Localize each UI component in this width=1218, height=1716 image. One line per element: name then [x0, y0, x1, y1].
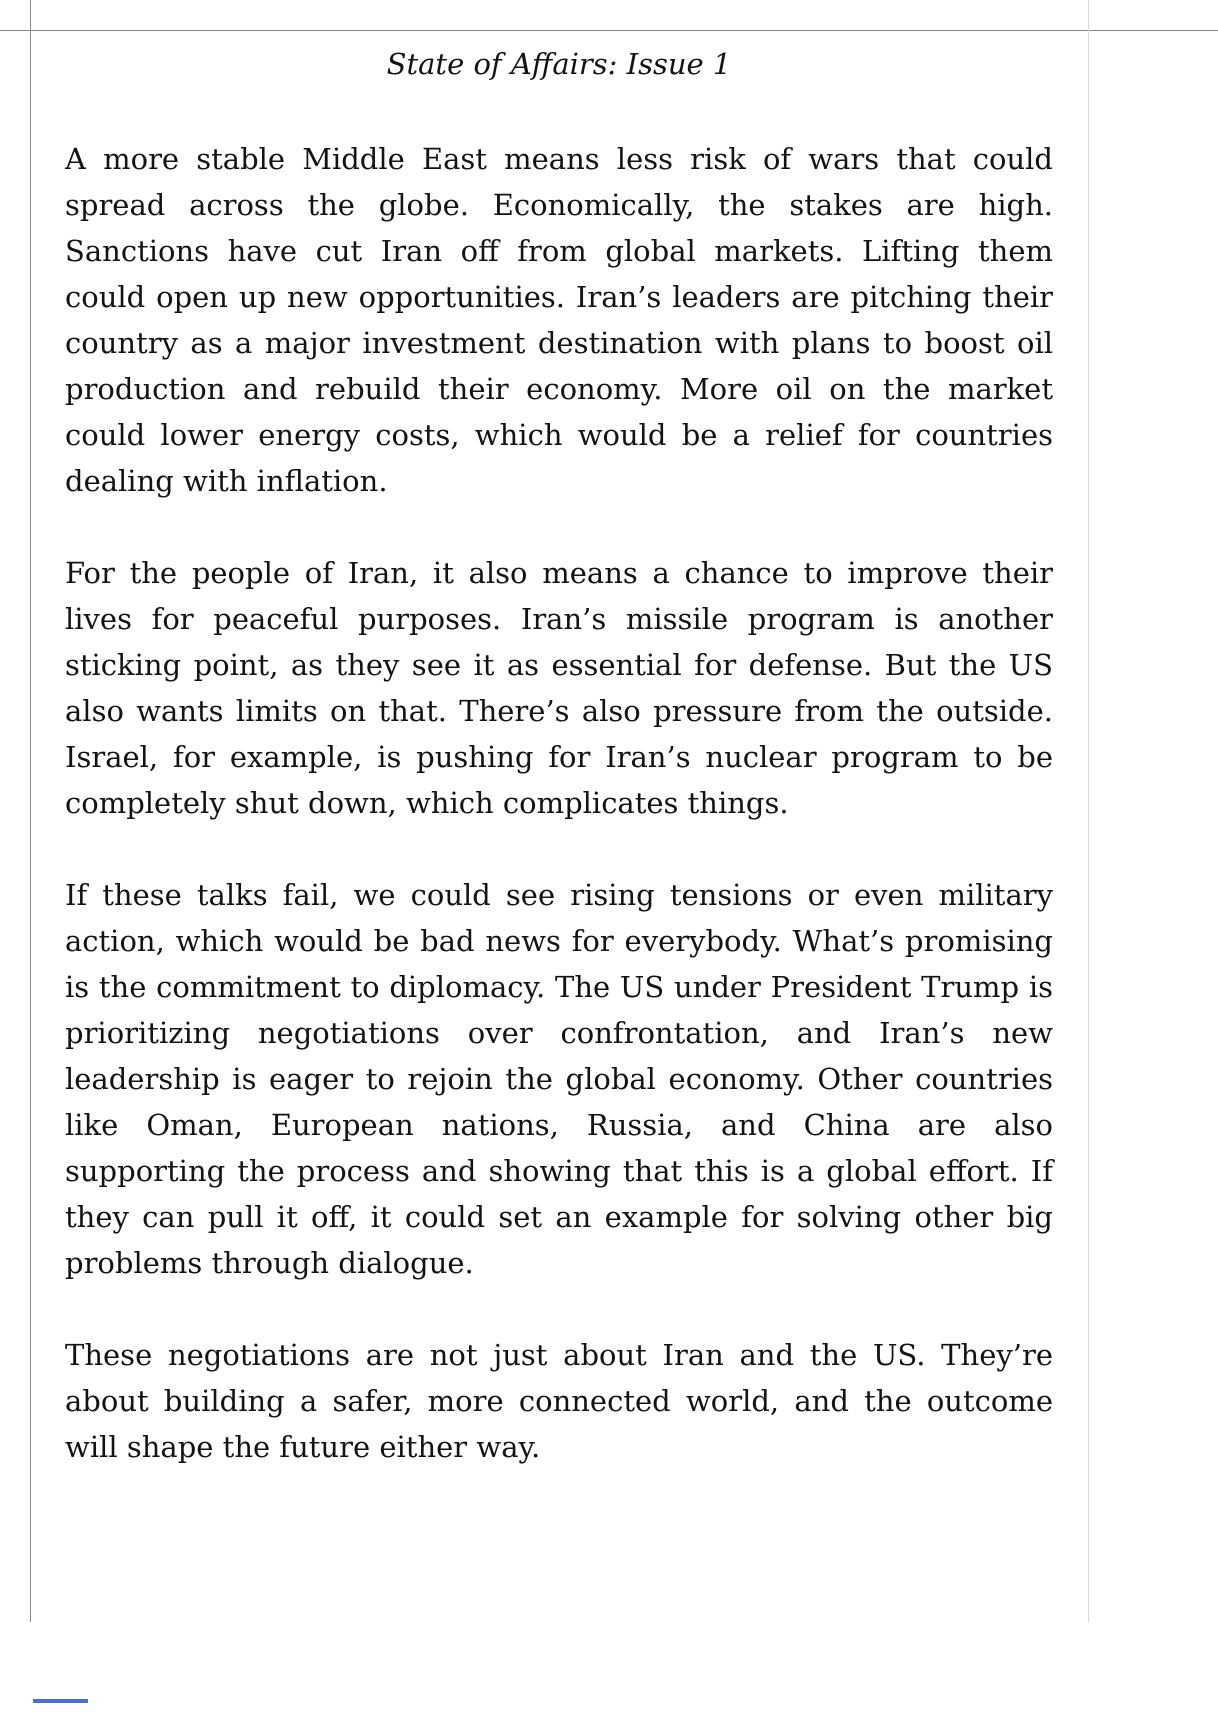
paragraph: A more stable Middle East means less risk of wars that could spread across the globe. Economically, the stakes are high. Sanctions have cut Iran off from global markets. Lifting them could open up new opportunities. Iran’s leaders are pitching their country as a major investment destination with plans to boost oil production and rebuild their economy. More oil on the market could lower energy costs, which would be a relief for countries dealing with inflation. [65, 142, 1053, 498]
paragraph: If these talks fail, we could see rising tensions or even military action, which would be bad news for everybody. What’s promising is the commitment to diplomacy. The US under President Trump is prioritizing negotiations over confrontation, and Iran’s new leadership is eager to rejoin the global economy. Other countries like Oman, European nations, Russia, and China are also supporting the process and showing that this is a global effort. If they can pull it off, it could set an example for solving other big problems through dialogue. [65, 878, 1053, 1280]
page-border-left [30, 0, 31, 1622]
page-border-top [0, 30, 1218, 31]
document-page [65, 44, 1053, 1470]
paragraph: For the people of Iran, it also means a chance to improve their lives for peaceful purposes. Iran’s missile program is another sticking point, as they see it as essential for defense. But the US also wants limits on that. There’s also pressure from the outside. Israel, for example, is pushing for Iran’s nuclear program to be completely shut down, which complicates things. [65, 556, 1053, 820]
page-border-right [1088, 0, 1089, 1622]
paragraph: These negotiations are not just about Iran and the US. They’re about building a safer, more connected world, and the outcome will shape the future either way. [65, 1338, 1053, 1464]
page-title: State of Affairs: Issue 1 [386, 47, 732, 81]
footer-blue-mark [33, 1699, 88, 1703]
